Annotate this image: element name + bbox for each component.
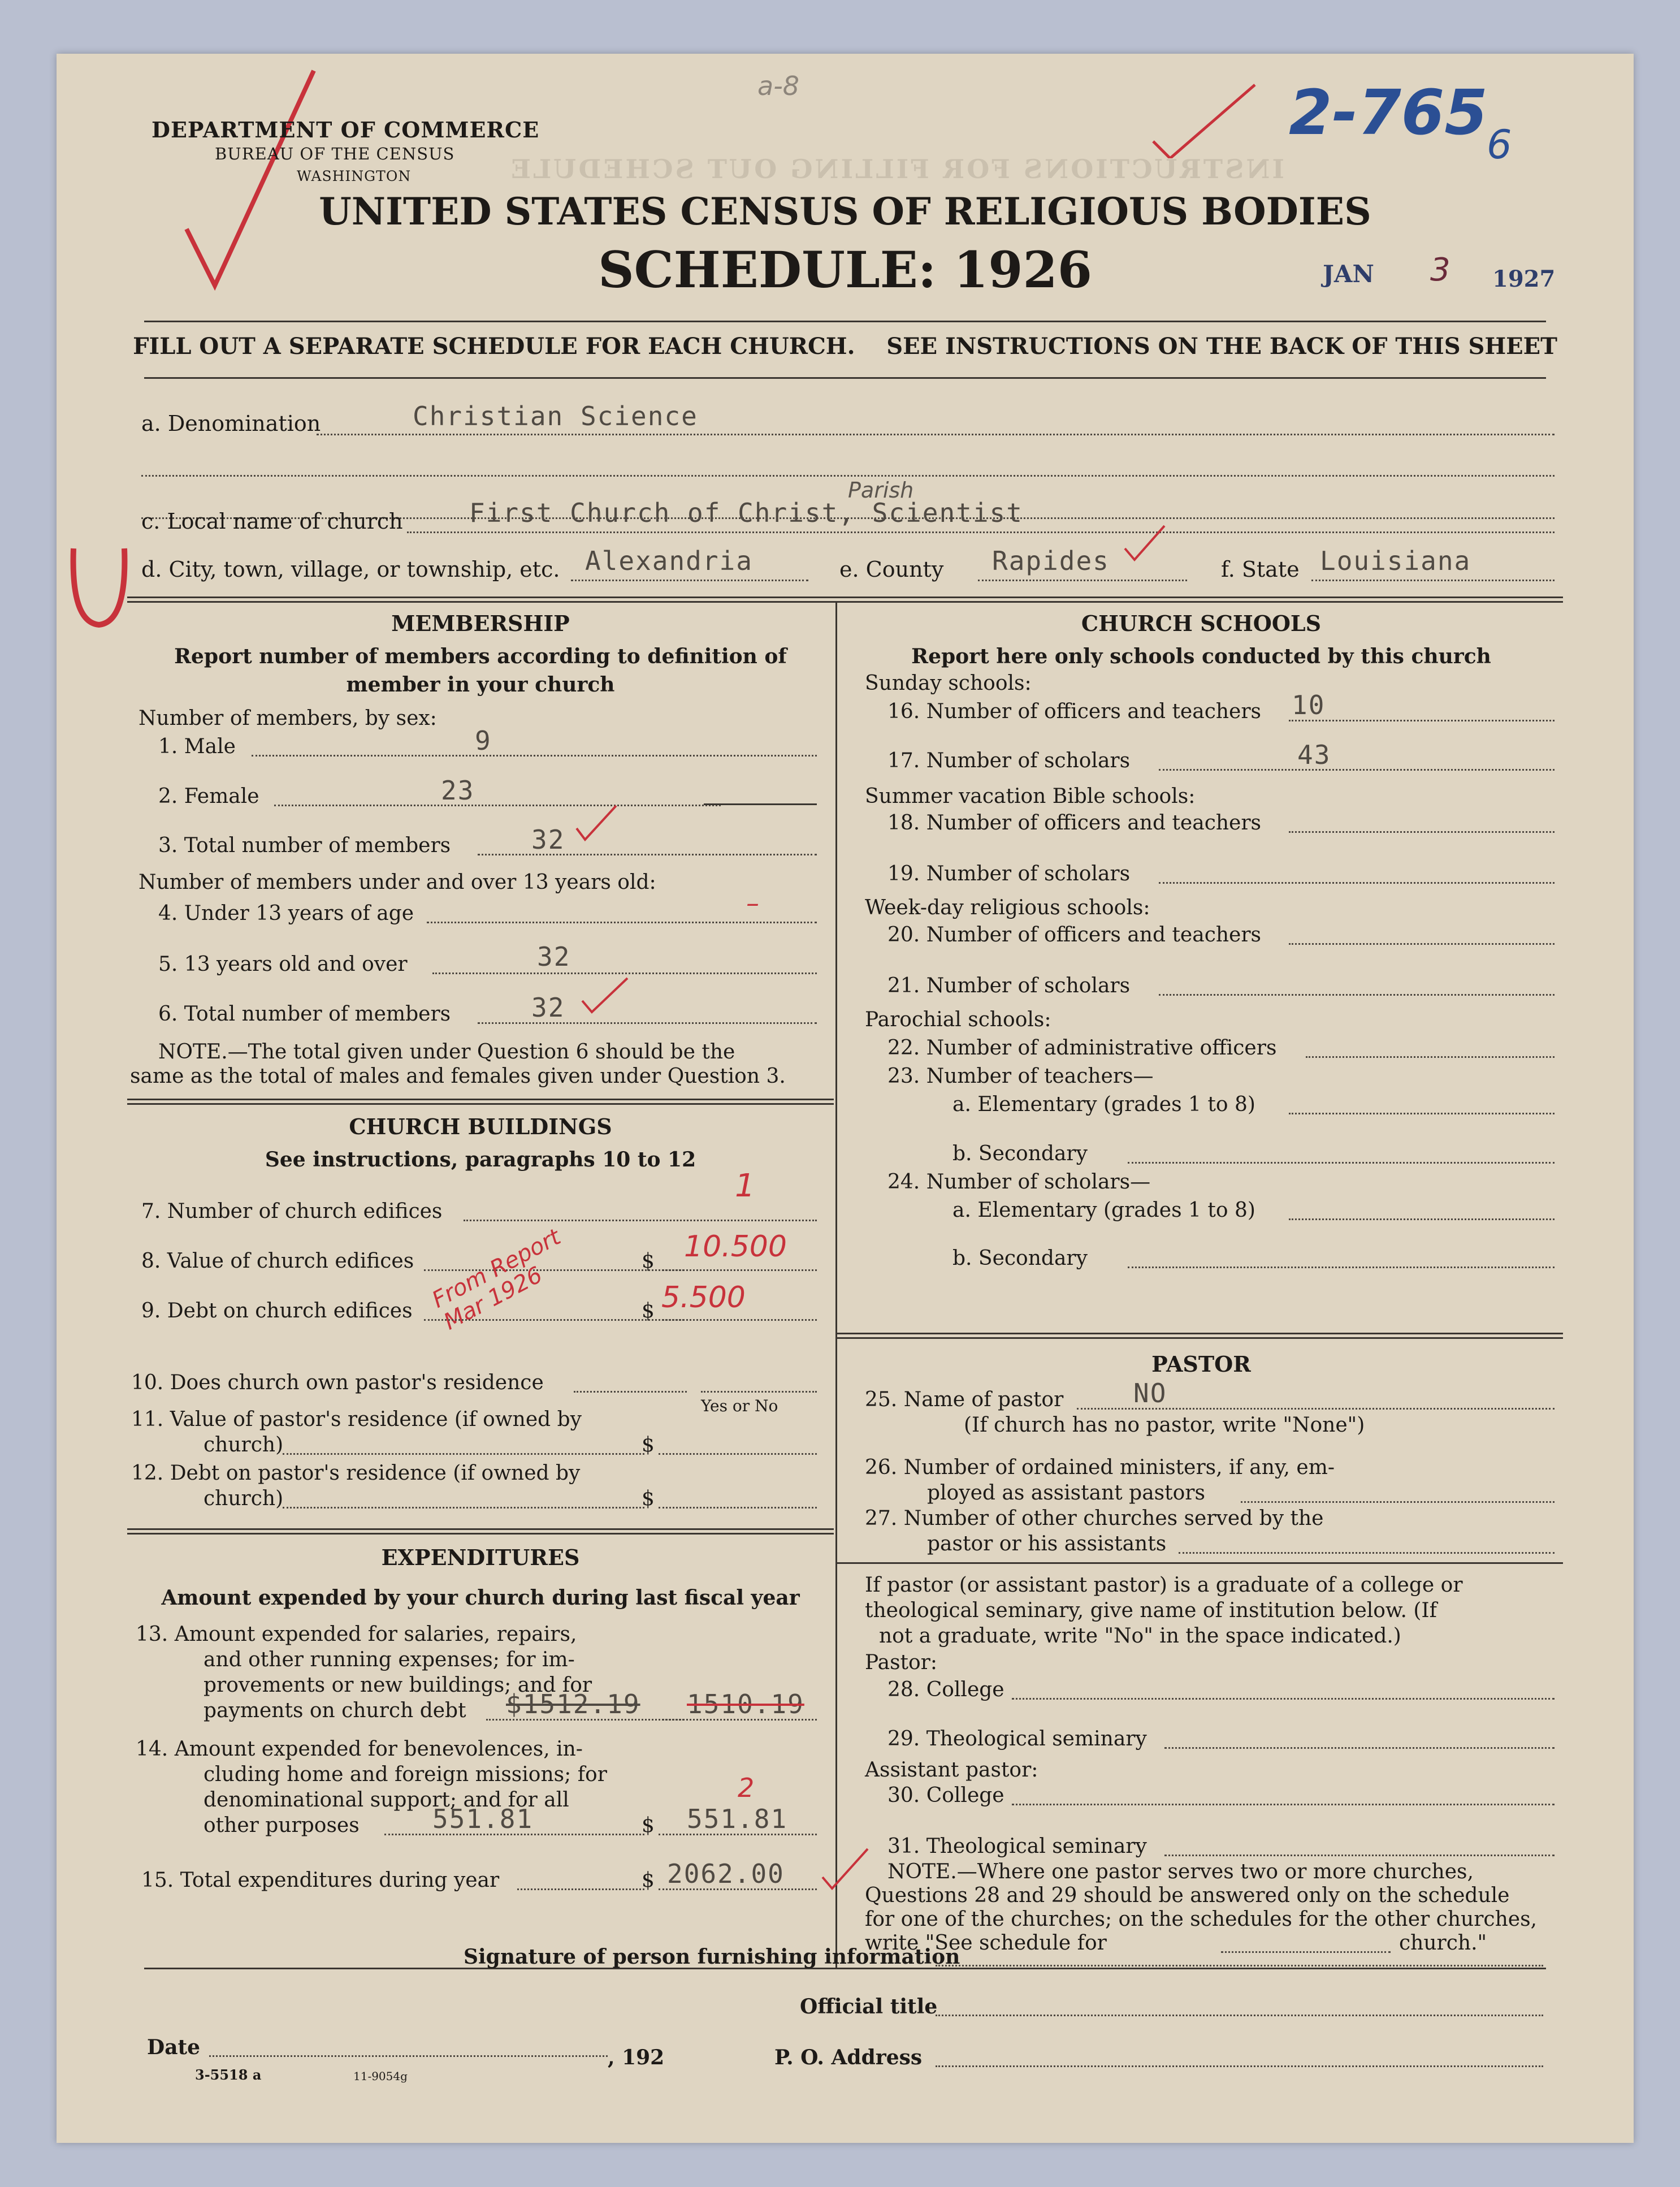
by-sex-label: Number of members, by sex: [138,707,437,730]
state-value[interactable]: Louisiana [1320,546,1471,576]
file-number: 2-765 [1289,76,1488,149]
membership-note: NOTE.—The total given under Question 6 should be the [158,1040,735,1064]
assistant-ministers-label: 26. Number of ordained ministers, if any, em- [865,1456,1335,1479]
expenditures-sub: Amount expended by your church during last fiscal year [161,1586,800,1610]
owns-residence-label: 10. Does church own pastor's residence [131,1371,544,1394]
assistant-sublabel: Assistant pastor: [865,1758,1038,1782]
assistant-college-label: 30. College [887,1784,1004,1807]
assistant-seminary-label: 31. Theological seminary [887,1835,1147,1858]
dollar-sign: $ [642,1814,655,1837]
other-churches-label: pastor or his assistants [927,1532,1167,1555]
female-count[interactable]: 23 [441,775,475,806]
received-stamp-year: 1927 [1492,266,1556,292]
pastor-name[interactable]: NO [1133,1378,1167,1408]
pastor-note: church." [1399,1931,1487,1955]
edifice-value[interactable]: 10.500 [684,1230,787,1264]
salaries-label: 13. Amount expended for salaries, repairs, [136,1623,577,1646]
parochial-scholars-label: 24. Number of scholars— [887,1170,1151,1194]
po-address-label: P. O. Address [774,2046,923,2069]
weekday-teachers-label: 20. Number of officers and teachers [887,923,1262,946]
margin-note: From Report Mar 1926 [428,1224,565,1335]
pastor-seminary-label: 29. Theological seminary [887,1727,1147,1751]
salaries-label: payments on church debt [203,1699,466,1722]
file-number-extra: 6 [1487,122,1512,168]
under-over-label: Number of members under and over 13 years old: [138,871,656,894]
membership-sub: member in your church [346,673,615,697]
county-value[interactable]: Rapides [992,546,1110,576]
pastor-name-label: 25. Name of pastor [865,1388,1064,1411]
edifices-label: 7. Number of church edifices [141,1200,443,1223]
teachers-secondary-label: b. Secondary [952,1142,1088,1165]
graduate-instruction: If pastor (or assistant pastor) is a graduate of a college or [865,1574,1463,1597]
parish-note: Parish [848,478,914,503]
benevolence-label: denominational support; and for all [203,1788,569,1812]
summer-teachers-label: 18. Number of officers and teachers [887,811,1262,835]
sunday-teachers-label: 16. Number of officers and teachers [887,700,1262,723]
over-13-count[interactable]: 32 [537,941,571,972]
signature-label: Signature of person furnishing information [464,1945,960,1969]
dollar-sign: $ [642,1487,655,1510]
date-year: , 192 [608,2046,665,2069]
total-members-label: 3. Total number of members [158,834,451,857]
form-title: UNITED STATES CENSUS OF RELIGIOUS BODIES [319,189,1371,234]
parochial-teachers-label: 23. Number of teachers— [887,1065,1154,1088]
parochial-label: Parochial schools: [865,1008,1051,1031]
sunday-scholars-label: 17. Number of scholars [887,749,1131,772]
sunday-scholars[interactable]: 43 [1297,740,1331,770]
official-title-label: Official title [800,1995,938,2019]
county-label: e. County [839,557,944,582]
summer-scholars-label: 19. Number of scholars [887,862,1131,885]
residence-value-label: church) [203,1433,284,1456]
checkmark-icon [579,975,630,1015]
under-13-label: 4. Under 13 years of age [158,902,414,925]
pencil-note: a-8 [757,71,800,101]
pastor-note: NOTE.—Where one pastor serves two or more churches, [887,1860,1474,1883]
salaries-amount[interactable]: 1510.19 [687,1689,804,1719]
pastor-note: for one of the churches; on the schedules for the other churches, [865,1908,1537,1931]
residence-value-label: 11. Value of pastor's residence (if owned by [131,1408,582,1431]
female-label: 2. Female [158,785,259,808]
received-stamp-month: JAN [1323,260,1374,288]
weekday-scholars-label: 21. Number of scholars [887,974,1131,997]
benevolence-label: cluding home and foreign missions; for [203,1763,607,1786]
total-members-label-2: 6. Total number of members [158,1002,451,1026]
benevolence-original: 551.81 [432,1804,534,1834]
male-count[interactable]: 9 [475,725,492,756]
department: DEPARTMENT OF COMMERCE [151,117,540,142]
print-code: 11-9054g [353,2069,408,2083]
form-code: 3-5518 a [195,2067,262,2083]
weekday-label: Week-day religious schools: [865,896,1150,919]
received-stamp-day: 3 [1430,252,1450,288]
checkmark-icon [574,803,619,842]
dollar-sign: $ [642,1299,655,1322]
pastor-college-label: 28. College [887,1678,1004,1701]
graduate-instruction: theological seminary, give name of institution below. (If [865,1599,1437,1622]
header-rule [144,321,1546,322]
city-value[interactable]: Alexandria [585,546,753,576]
city-label: d. City, town, village, or township, etc. [141,557,560,582]
edifice-debt[interactable]: 5.500 [661,1281,746,1315]
assistant-ministers-label: ployed as assistant pastors [927,1481,1205,1505]
benevolence-correction: 2 [738,1773,755,1803]
pastor-sublabel: Pastor: [865,1651,938,1674]
dollar-sign: $ [642,1250,655,1273]
reverse-bleed-heading: INSTRUCTIONS FOR FILLING OUT SCHEDULE [509,154,1284,184]
checkmark-icon [1148,79,1261,158]
scholars-secondary-label: b. Secondary [952,1247,1088,1270]
dollar-sign: $ [642,1433,655,1456]
under-13-count[interactable]: – [746,888,759,918]
edifice-debt-label: 9. Debt on church edifices [141,1299,413,1322]
yes-no-caption: Yes or No [701,1397,778,1415]
total-expenditures-label: 15. Total expenditures during year [141,1869,500,1892]
pastor-heading: PASTOR [1151,1351,1251,1377]
checkmark-icon [820,1846,871,1891]
sunday-label: Sunday schools: [865,672,1032,695]
membership-note: same as the total of males and females given under Question 3. [130,1065,786,1088]
u-mark-icon [59,537,138,633]
city: WASHINGTON [297,168,412,184]
other-churches-label: 27. Number of other churches served by the [865,1507,1324,1530]
total-expenditures[interactable]: 2062.00 [667,1858,785,1889]
buildings-sub: See instructions, paragraphs 10 to 12 [265,1148,696,1172]
scholars-elementary-label: a. Elementary (grades 1 to 8) [952,1199,1255,1222]
male-label: 1. Male [158,735,236,758]
column-divider [835,601,837,1969]
benevolence-label: 14. Amount expended for benevolences, in- [136,1738,583,1761]
instruction-bar: FILL OUT A SEPARATE SCHEDULE FOR EACH CHURCH. SEE INSTRUCTIONS ON THE BACK OF THIS SHEET [133,333,1557,360]
pastor-note: write "See schedule for [865,1931,1107,1955]
salaries-original: $1512.19 [506,1689,640,1719]
local-name-label: c. Local name of church [141,509,403,534]
summer-label: Summer vacation Bible schools: [865,785,1196,808]
sunday-teachers[interactable]: 10 [1292,690,1326,720]
schedule-title: SCHEDULE: 1926 [598,240,1092,299]
pastor-name-note: (If church has no pastor, write "None") [964,1414,1365,1437]
residence-debt-label: church) [203,1487,284,1510]
edifices-count[interactable]: 1 [735,1168,755,1204]
over-13-label: 5. 13 years old and over [158,953,408,976]
checkmark-icon [1122,523,1167,563]
membership-sub: Report number of members according to definition of [174,645,787,668]
edifice-value-label: 8. Value of church edifices [141,1250,414,1273]
residence-debt-label: 12. Debt on pastor's residence (if owned by [131,1462,581,1485]
benevolence-label: other purposes [203,1814,360,1837]
bureau: BUREAU OF THE CENSUS [215,144,455,163]
salaries-label: provements or new buildings; and for [203,1674,592,1697]
salaries-label: and other running expenses; for im- [203,1648,575,1671]
pastor-note: Questions 28 and 29 should be answered only on the schedule [865,1884,1510,1907]
schools-heading: CHURCH SCHOOLS [1081,611,1322,636]
schools-sub: Report here only schools conducted by this church [911,645,1491,668]
schedule-sheet [57,54,1634,2143]
total-members-count-2[interactable]: 32 [531,992,565,1023]
expenditures-heading: EXPENDITURES [381,1545,580,1570]
total-members-count[interactable]: 32 [531,824,565,855]
local-name-value[interactable]: First Church of Christ, Scientist [469,498,1023,528]
date-label: Date [147,2035,201,2059]
dollar-sign: $ [642,1869,655,1892]
denomination-value[interactable]: Christian Science [413,401,698,431]
graduate-instruction: not a graduate, write "No" in the space indicated.) [879,1624,1401,1648]
membership-heading: MEMBERSHIP [391,611,570,636]
parochial-admin-label: 22. Number of administrative officers [887,1036,1277,1060]
state-label: f. State [1221,557,1300,582]
denomination-label: a. Denomination [141,411,321,436]
teachers-elementary-label: a. Elementary (grades 1 to 8) [952,1093,1255,1116]
header-rule [144,377,1546,379]
buildings-heading: CHURCH BUILDINGS [349,1114,612,1139]
benevolence-amount[interactable]: 551.81 [687,1804,788,1834]
